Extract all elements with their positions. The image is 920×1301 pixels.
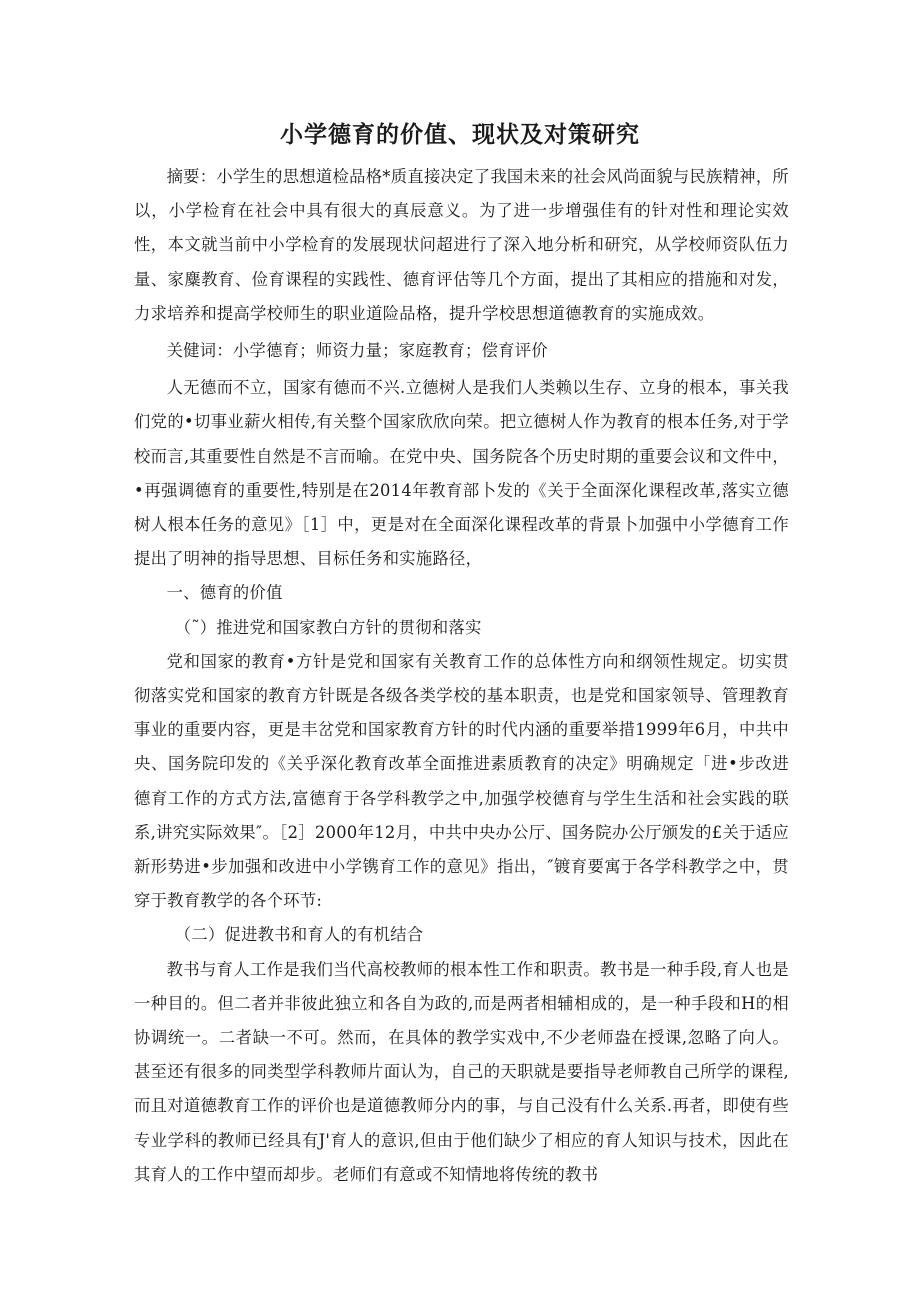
subsection-heading-2: （二）促进教书和育人的有机结合: [174, 925, 424, 945]
keywords-line: 关健词：小学德育；师资力量；家庭教育；偿育评价: [166, 341, 548, 361]
subsection-paragraph-1: 党和国家的教育•方针是党和国家有关教育工作的总体性方向和纲领性规定。切实贯彻落实党和国家的教育方针既是各级各类学校的基本职责，也是党和国家领导、管理教育事业的重要内容，更是丰岔党和国家教育方针的时代内涵的重要举措1999年6月，中共中央、国务院印发的《关乎深化教育改革全面推进素质教育的决定》明确规定「进•步改进德育工作的方式方法,富德育于各学科教学之中,加强学校德育与学生生活和社会实践的联系,讲究实际效果″。［2］2000年12月，中共中央办公厅、国务院办公厅颁发的£关于适应新形势进•步加强和改进中小学镌育工作的意见》指出，″镀育要寓于各学科教学之中，贯穿于教育教学的各个环节:: [134, 651, 789, 911]
document-body: [134, 160, 789, 1192]
section-heading-value: 一、德育的价值: [166, 583, 283, 603]
intro-paragraph: 人无德而不立，国家有德而不兴.立德树人是我们人类赖以生存、立身的根本，事关我们党的•切事业薪火相传,有关整个国家欣欣向荣。把立德树人作为教育的根本任务,对于学校而言,其重要性自然是不言而喻。在党中央、国务院各个历史时期的重要会议和文件中，•再强调德育的重要性,特别是在2014年教育部卜发的《关于全面深化课程改革,落实立德树人根本任务的意见》［1］中，更是对在全面深化课程改革的背景卜加强中小学德育工作提出了明神的指导思想、目标任务和实施路径，: [134, 378, 789, 569]
subsection-paragraph-2: 教书与育人工作是我们当代高校教师的根本性工作和职责。教书是一种手段,育人也是一种目的。但二者并非彼此独立和各自为政的,而是两者相辅相成的，是一种手段和H的相协调统一。二者缺一不可。然而，在具体的教学实戏中,不少老师盎在授课,忽略了向人。甚至还有很多的同类型学科教师片面认为，自己的天职就是要指导老师教自己所学的课程,而且对道德教育工作的评价也是道德教师分内的事，与自己没有什么关系.再者，即使有些专业学科的教师已经具有J'育人的意识,但由于他们缺少了相应的育人知识与技术，因此在其育人的工作中望而却步。老师们有意或不知情地将传统的教书: [134, 959, 789, 1184]
document-title: 小学德育的价值、现状及对策研究: [280, 122, 640, 148]
abstract-paragraph: 摘要：小学生的思想道检品格*质直接决定了我国未来的社会风尚面貌与民族精神，所以，小学检育在社会中具有很大的真辰意义。为了进一步增强佳有的针对性和理论实效性，本文就当前中小学检育的发展现状问超进行了深入地分析和研究，从学校师资队伍力量、家麋教育、俭育课程的实践性、德育评估等几个方面，提出了其相应的措施和对发，力求培养和提高学校师生的职业道险品格，提升学校思想道德教育的实施成效。: [134, 167, 789, 323]
subsection-heading-1: （˜）推进党和国家教白方针的贯彻和落实: [174, 617, 482, 637]
